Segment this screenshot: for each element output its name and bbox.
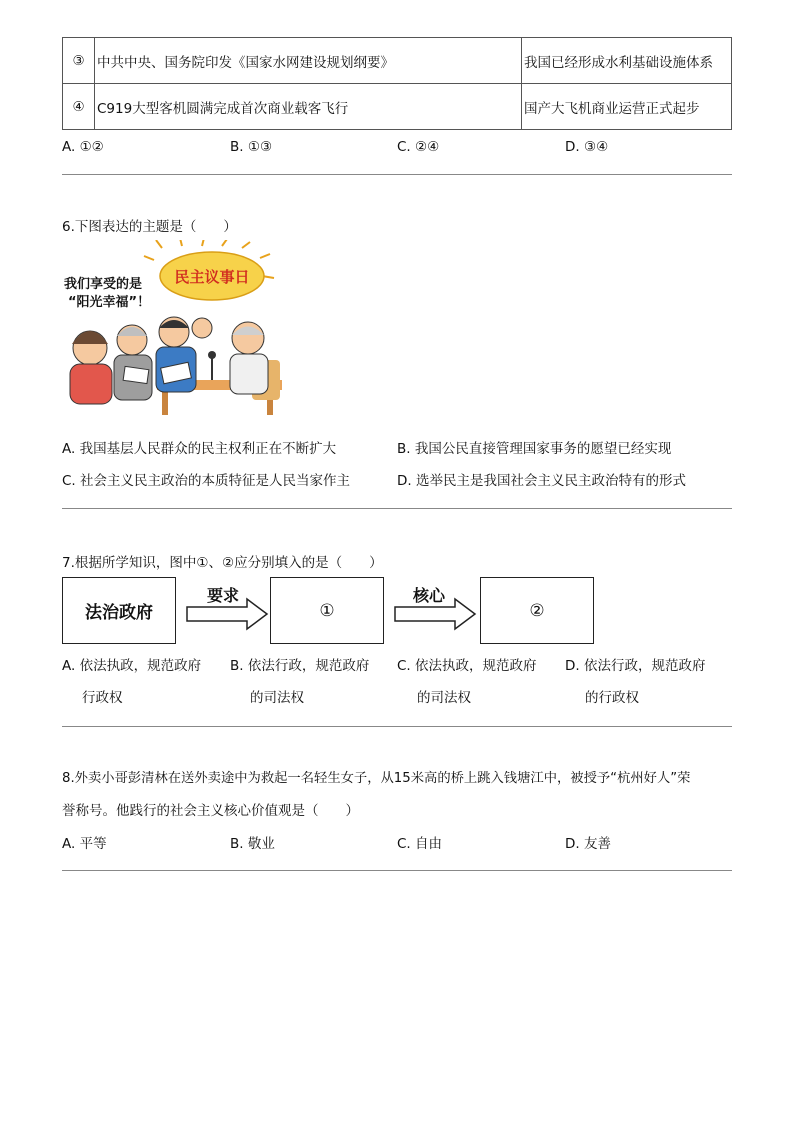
- divider: [62, 726, 732, 727]
- row-event: C919大型客机圆满完成首次商业载客飞行: [95, 84, 522, 130]
- table-row: [63, 84, 732, 130]
- right-arrow-icon: [393, 597, 477, 631]
- row-meaning: 我国已经形成水利基础设施体系: [522, 38, 732, 84]
- arrow-label-requirement: 要求: [207, 586, 240, 605]
- arrow-label-core: 核心: [413, 586, 446, 605]
- q7-option-b[interactable]: B. 依法行政，规范政府: [230, 658, 370, 674]
- q7-option-c-cont: 的司法权: [417, 690, 471, 706]
- q5-option-b[interactable]: B. ①③: [230, 139, 273, 155]
- q7-option-a[interactable]: A. 依法执政，规范政府: [62, 658, 202, 674]
- cartoon-speech-text: 我们享受的是: [64, 277, 143, 292]
- q7-option-b-cont: 的司法权: [250, 690, 304, 706]
- q5-option-a[interactable]: A. ①②: [62, 139, 104, 155]
- right-arrow-icon: [185, 597, 269, 631]
- q8-option-b[interactable]: B. 敬业: [230, 836, 275, 852]
- row-event: 中共中央、国务院印发《国家水网建设规划纲要》: [95, 38, 522, 84]
- divider: [62, 870, 732, 871]
- q8-option-a[interactable]: A. 平等: [62, 836, 107, 852]
- divider: [62, 508, 732, 509]
- q7-option-d-cont: 的行政权: [585, 690, 639, 706]
- diagram-box-label: 法治政府: [85, 603, 153, 623]
- q6-option-a[interactable]: A. 我国基层人民群众的民主权利正在不断扩大: [62, 441, 337, 457]
- question-7-stem: 7.根据所学知识，图中①、②应分别填入的是（ ）: [62, 555, 383, 571]
- q5-option-d[interactable]: D. ③④: [565, 139, 609, 155]
- q7-option-c[interactable]: C. 依法执政，规范政府: [397, 658, 537, 674]
- diagram-box-blank-1: [270, 577, 384, 644]
- events-table: [62, 37, 732, 130]
- cartoon-illustration: [62, 240, 282, 415]
- q6-option-c[interactable]: C. 社会主义民主政治的本质特征是人民当家作主: [62, 473, 351, 489]
- q7-option-a-cont: 行政权: [82, 690, 123, 706]
- diagram-box-label: ①: [319, 600, 335, 621]
- q7-option-d[interactable]: D. 依法行政，规范政府: [565, 658, 706, 674]
- cartoon-speech-text-2: “阳光幸福”！: [68, 295, 151, 310]
- question-8-stem-line1: 8.外卖小哥彭清林在送外卖途中为救起一名轻生女子，从15米高的桥上跳入钱塘江中，被授予“杭州好人”荣: [62, 771, 691, 786]
- table-row: [63, 38, 732, 84]
- question-8-stem-line2: 誉称号。他践行的社会主义核心价值观是（ ）: [62, 803, 359, 819]
- row-number: ③: [63, 38, 95, 84]
- row-number: ④: [63, 84, 95, 130]
- cartoon-sign-text: 民主议事日: [174, 268, 250, 286]
- question-6-stem: 6.下图表达的主题是（ ）: [62, 219, 237, 235]
- q6-option-d[interactable]: D. 选举民主是我国社会主义民主政治特有的形式: [397, 473, 686, 489]
- q5-option-c[interactable]: C. ②④: [397, 139, 440, 155]
- diagram-box-rule-of-law: [62, 577, 176, 644]
- row-meaning: 国产大飞机商业运营正式起步: [522, 84, 732, 130]
- q8-option-c[interactable]: C. 自由: [397, 836, 443, 852]
- q8-option-d[interactable]: D. 友善: [565, 836, 611, 852]
- q6-option-b[interactable]: B. 我国公民直接管理国家事务的愿望已经实现: [397, 441, 672, 457]
- diagram-box-label: ②: [529, 600, 545, 621]
- diagram-box-blank-2: [480, 577, 594, 644]
- divider: [62, 174, 732, 175]
